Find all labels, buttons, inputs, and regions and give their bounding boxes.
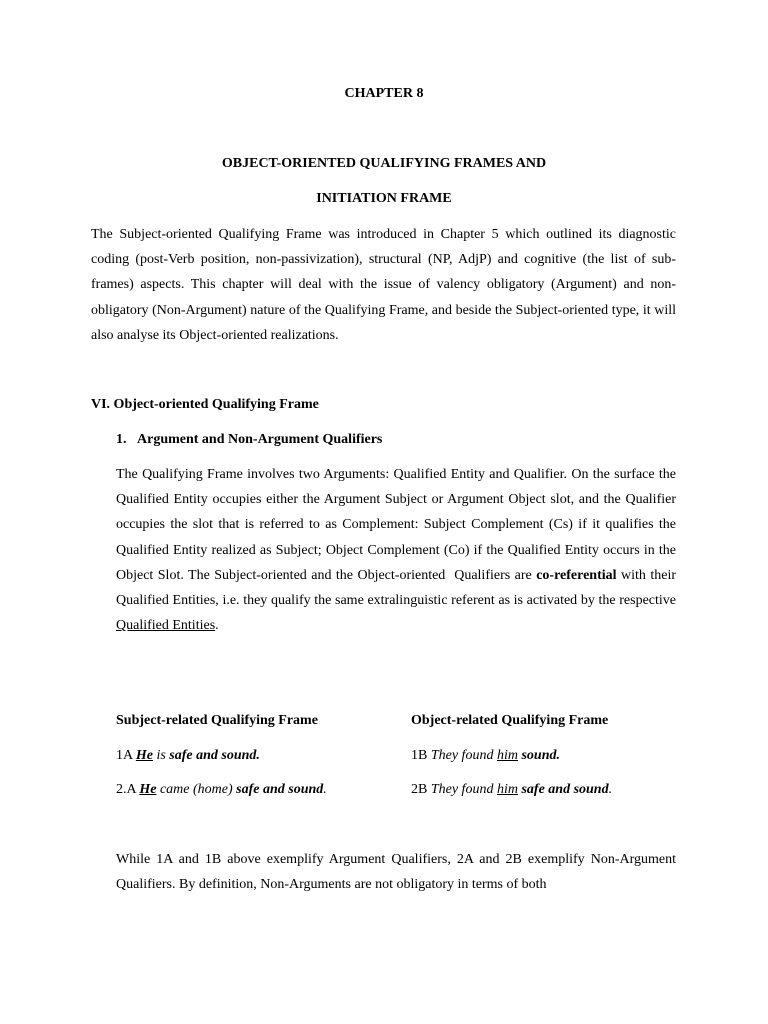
body-text-part-3: . xyxy=(215,618,219,634)
body-paragraph xyxy=(116,462,676,638)
example-1a-is: is xyxy=(156,748,166,763)
body-text-part-1: The Qualifying Frame involves two Arguments: Qualified Entity and Qualifier. On the surface the Qualified Entity occupies either the Argument Subject or Argument Object slot, and the Qualifier occupies the slot that is referred to as Complement: Subject Complement (Cs) if it qualifies the Qualified Entity realized as Subject; Object Complement (Co) if the Qualified Entity occurs in the Object Slot. The Subject-oriented and the Object-oriented Qualifiers are xyxy=(116,467,676,583)
example-2a xyxy=(116,782,327,798)
subject-related-heading: Subject-related Qualifying Frame xyxy=(116,713,318,728)
example-2b-him: him xyxy=(496,782,518,797)
example-1b-label: 1B xyxy=(411,748,428,763)
document-title-line-2: INITIATION FRAME xyxy=(316,191,452,206)
example-1b xyxy=(411,748,560,764)
closing-paragraph: While 1A and 1B above exemplify Argument Qualifiers, 2A and 2B exemplify Non-Argument Qualifiers. By definition, Non-Arguments are not obligatory in terms of both xyxy=(116,852,676,893)
subsection-heading: 1. Argument and Non-Argument Qualifiers xyxy=(116,432,383,447)
object-related-heading: Object-related Qualifying Frame xyxy=(411,713,609,728)
example-2b xyxy=(411,782,612,798)
example-2b-rest: safe and sound xyxy=(521,782,609,797)
section-heading: VI. Object-oriented Qualifying Frame xyxy=(91,397,319,412)
example-2b-label: 2B xyxy=(411,782,428,797)
co-referential-term: co-referential xyxy=(536,567,617,583)
example-2b-they: They found xyxy=(430,782,494,797)
example-1a-rest: safe and sound. xyxy=(169,748,260,763)
example-1a xyxy=(116,748,260,764)
qualified-entities-term: Qualified Entities xyxy=(116,618,216,634)
body-text-part-2: with their Qualified Entities, i.e. they qualify the same extralinguistic referent as is activated by the respective xyxy=(116,567,677,609)
example-1b-him: him xyxy=(496,748,518,763)
example-2a-mid: came (home) xyxy=(159,782,233,797)
example-1b-they: They found xyxy=(430,748,494,763)
document-title-line-1: OBJECT-ORIENTED QUALIFYING FRAMES AND xyxy=(221,156,547,171)
example-2a-label: 2.A xyxy=(116,782,136,797)
example-2a-rest: safe and sound xyxy=(236,782,324,797)
chapter-title: CHAPTER 8 xyxy=(344,86,424,101)
example-2a-he: He xyxy=(139,782,157,797)
example-2a-end: . xyxy=(323,782,327,797)
example-1b-rest: sound. xyxy=(521,748,560,763)
example-1a-label: 1A xyxy=(116,748,133,763)
intro-paragraph: The Subject-oriented Qualifying Frame was introduced in Chapter 5 which outlined its diagnostic coding (post-Verb position, non-passivization), structural (NP, AdjP) and cognitive (the list of sub-frames) aspects. This chapter will deal with the issue of valency obligatory (Argument) and non-obligatory (Non-Argument) nature of the Qualifying Frame, and beside the Subject-oriented type, it will also analyse its Object-oriented realizations. xyxy=(91,227,676,343)
example-2b-end: . xyxy=(608,782,613,797)
example-1a-he: He xyxy=(135,748,153,763)
